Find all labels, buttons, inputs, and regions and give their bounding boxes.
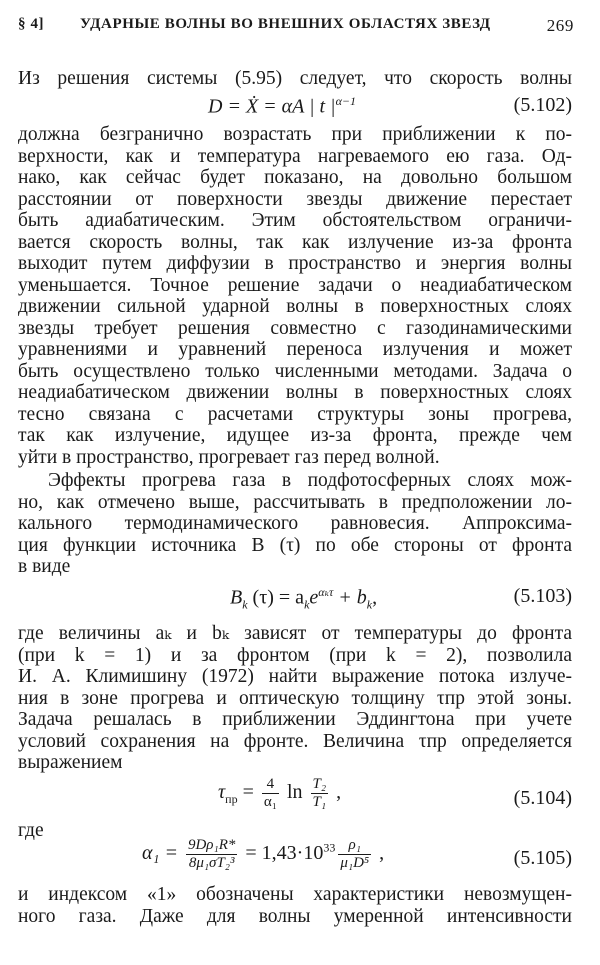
text-line: в виде	[18, 556, 71, 577]
text-line: движении сильной ударной волны в поверхностных слоях	[18, 296, 572, 317]
equation-number: (5.102)	[513, 94, 572, 116]
text-line: (при k = 1) и за фронтом (при k = 2), позволила	[18, 645, 572, 666]
text-line: где	[18, 820, 44, 841]
text-line: Задача решалась в приближении Эддингтона при учете	[18, 709, 572, 730]
text-line: И. А. Климишину (1972) найти выражение потока излуче-	[18, 666, 572, 687]
equation-5-104: $\tau_{пр}$ = $\frac{4}{\text{α₁}}$ ln $\frac{\text{T₂}}{\text{T₁}}$ ,	[218, 776, 342, 810]
text-line: ция функции источника B (τ) по обе стороны от фронта	[18, 535, 572, 556]
text-line: неадиабатическом движении волны в поверхностных слоях	[18, 382, 572, 403]
text-line: где величины aₖ и bₖ зависят от температуры до фронта	[18, 623, 572, 644]
text-line: быть осуществлено только численными методами. Задача о	[18, 361, 572, 382]
text-line: Из решения системы (5.95) следует, что скорость волны	[18, 68, 572, 89]
text-line: ния в зоне прогрева и оптическую толщину τпр этой зоны.	[18, 688, 572, 709]
chapter-title: УДАРНЫЕ ВОЛНЫ ВО ВНЕШНИХ ОБЛАСТЯХ ЗВЕЗД	[80, 16, 491, 32]
text-line: кального термодинамического равновесия. Аппроксима-	[18, 513, 572, 534]
section-marker: § 4]	[18, 16, 45, 32]
text-line: уменьшается. Точное решение задачи о неадиабатическом	[18, 275, 572, 296]
text-line: так как излучение, идущее из-за фронта, прежде чем	[18, 425, 572, 446]
equation-5-102: D = Ẋ = αA | t $|^{\alpha-1}$	[208, 94, 356, 118]
equation-5-103: $B_k$ $(\tau) = a_ke^{\alpha_k\tau} + b_k$,	[230, 585, 378, 612]
text-line: уйти в пространство, прогревает газ перед волной.	[18, 447, 440, 468]
page-number: 269	[546, 16, 574, 35]
text-line: ного газа. Даже для волны умеренной интенсивности	[18, 906, 572, 927]
equation-number: (5.103)	[513, 585, 572, 607]
equation-number: (5.104)	[513, 787, 572, 809]
text-line: вается скорость волны, так как излучение из-за фронта	[18, 232, 572, 253]
text-line: выходит путем диффузии в пространство и энергия волны	[18, 253, 572, 274]
text-line: выражением	[18, 752, 123, 773]
text-line: верхности, как и температура нагреваемого ею газа. Од-	[18, 146, 572, 167]
text-line: нако, как сейчас будет показано, на довольно большом	[18, 167, 572, 188]
text-line: должна безгранично возрастать при приближении к по-	[18, 124, 572, 145]
text-line: расстоянии от поверхности звезды движение перестает	[18, 189, 572, 210]
running-header	[18, 16, 574, 38]
text-line: быть адиабатическим. Этим обстоятельством ограничи-	[18, 210, 572, 231]
text-line: Эффекты прогрева газа в подфотосферных слоях мож-	[48, 470, 572, 491]
equation-number: (5.105)	[513, 847, 572, 869]
text-line: тесно связана с расчетами структуры зоны прогрева,	[18, 404, 572, 425]
text-line: уравнениями и уравнений переноса излучения и может	[18, 339, 572, 360]
text-line: условий сохранения на фронте. Величина τпр определяется	[18, 731, 572, 752]
text-line: и индексом «1» обозначены характеристики невозмущен-	[18, 884, 572, 905]
equation-5-105: α₁ = $\frac{\text{9Dρ₁R*}}{\text{8μ₁σT₂³}}$ = $1,43\cdot 10^{33}$ $\frac{\text{ρ₁}}{\text{μ₁D⁵}}$ ,	[142, 837, 385, 871]
text-line: звезды требует решения совместно с газодинамическими	[18, 318, 572, 339]
text-line: но, как отмечено выше, рассчитывать в предположении ло-	[18, 492, 572, 513]
